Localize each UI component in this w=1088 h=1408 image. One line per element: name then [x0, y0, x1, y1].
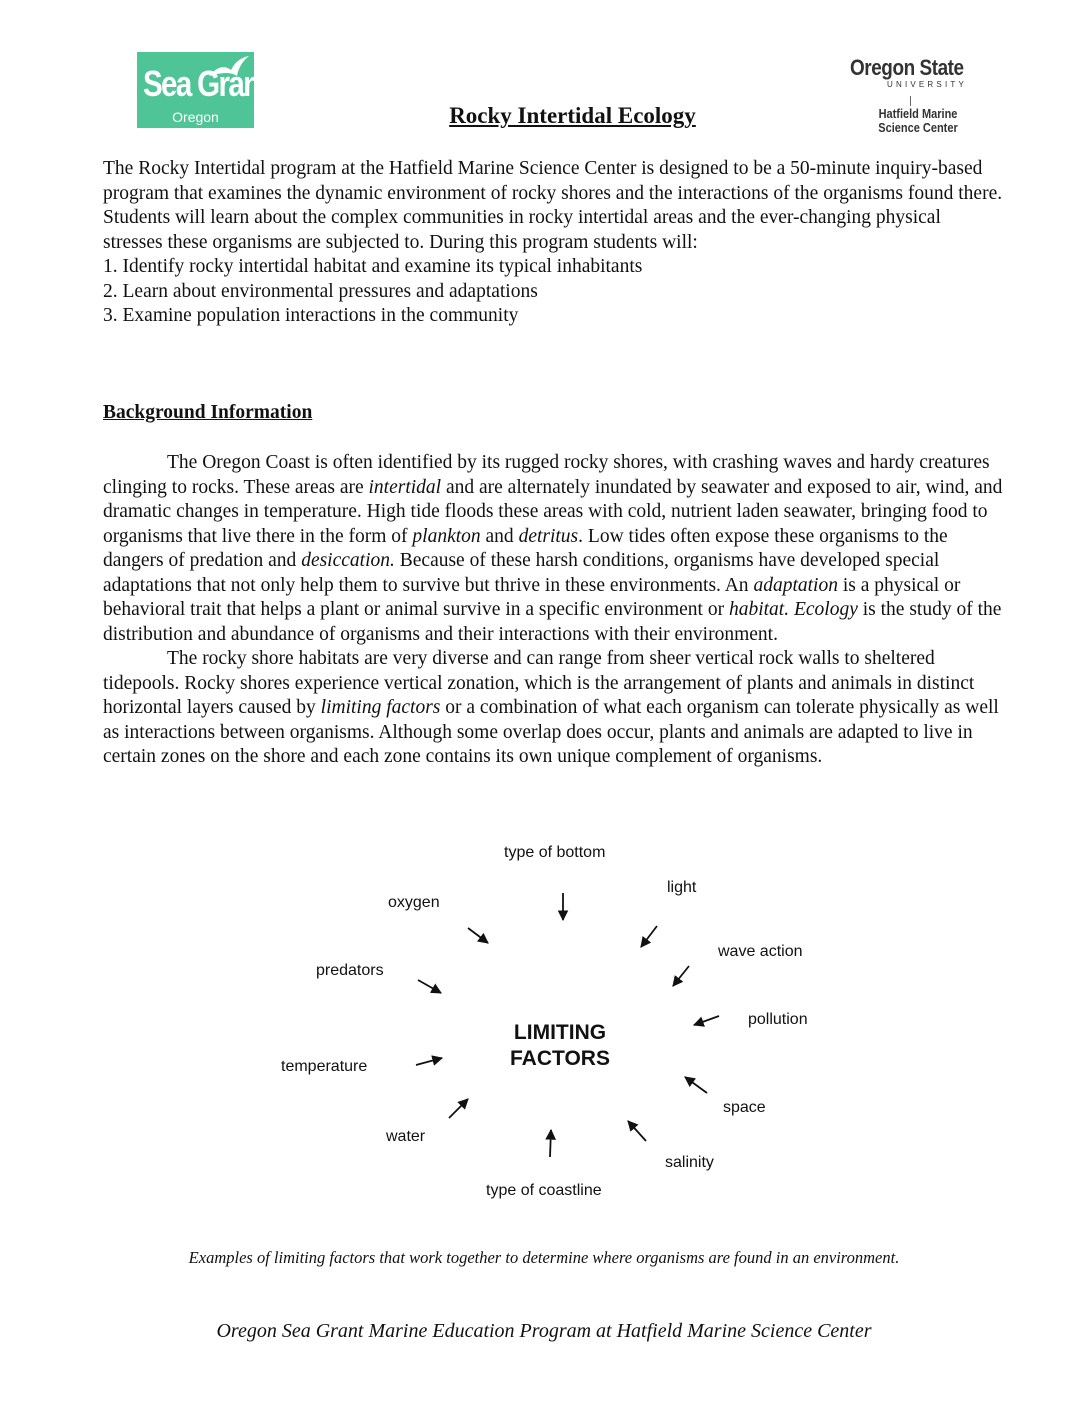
sea-grant-logo-text: Sea Grant: [143, 63, 268, 104]
diagram-center-label: [495, 1020, 625, 1072]
factor-oxygen: oxygen: [388, 894, 440, 911]
intro-paragraph: The Rocky Intertidal program at the Hatfield Marine Science Center is designed to be a 50-minute inquiry-based program that examines the dynamic environment of rocky shores and the interactions of the organisms found there. Students will learn about the complex communities in rocky intertidal areas and the ever-changing physical stresses these organisms are subjected to. During this program students will:: [103, 158, 1003, 253]
diagram-caption: Examples of limiting factors that work together to determine where organisms are found in an environment.: [188, 1248, 900, 1267]
osu-logo-name: Oregon State: [850, 55, 964, 80]
factor-light: light: [667, 879, 697, 896]
arrow-predators: [418, 980, 441, 993]
factor-type-of-coastline: type of coastline: [486, 1182, 602, 1199]
factor-temperature: temperature: [281, 1058, 368, 1075]
list-item: 3. Examine population interactions in the community: [103, 305, 519, 326]
background-heading: Background Information: [103, 402, 313, 423]
term-desiccation: desiccation.: [301, 550, 395, 571]
arrow-wave-action: [673, 966, 689, 986]
intro-section: [103, 157, 1003, 329]
factor-type-of-bottom: type of bottom: [504, 844, 606, 861]
arrow-water: [449, 1099, 468, 1118]
arrow-type-of-coastline: [550, 1130, 551, 1157]
arrow-oxygen: [468, 928, 488, 943]
page-footer: Oregon Sea Grant Marine Education Program at Hatfield Marine Science Center: [216, 1320, 872, 1342]
background-section: [103, 451, 1003, 770]
arrow-salinity: [628, 1121, 646, 1141]
diagram-center-line-1: LIMITING: [513, 1021, 607, 1044]
factor-predators: predators: [316, 962, 384, 979]
term-intertidal: intertidal: [368, 476, 442, 498]
osu-logo-university: UNIVERSITY: [886, 80, 967, 89]
list-item: 2. Learn about environmental pressures and adaptations: [103, 280, 538, 302]
term-plankton: plankton: [412, 525, 481, 547]
arrow-light: [641, 926, 657, 947]
arrow-space: [685, 1077, 707, 1093]
arrow-temperature: [416, 1058, 442, 1065]
term-habitat-ecology: habitat. Ecology: [728, 599, 858, 620]
osu-logo-center: Hatfield Marine Science Center: [878, 107, 958, 135]
factor-pollution: pollution: [748, 1011, 808, 1028]
term-limiting-factors: limiting factors: [320, 697, 441, 718]
objectives-list: [103, 255, 1003, 329]
arrow-pollution: [694, 1016, 719, 1025]
factor-space: space: [723, 1099, 766, 1116]
page-title: Rocky Intertidal Ecology: [449, 103, 696, 128]
osu-logo: [850, 55, 975, 135]
factor-salinity: salinity: [665, 1154, 714, 1171]
background-paragraph-1: The Oregon Coast is often identified by its rugged rocky shores, with crashing waves and hardy creatures clinging to rocks. These areas are intertidal and are alternately inundated by seawater and exposed to air, wind, and dramatic changes in temperature. High tide floods these areas with cold, nutrient laden seawater, bringing food to organisms that live there in the form of plankton and detritus. Low tides often expose these organisms to the dangers of predation and desiccation. Because of these harsh conditions, organisms have developed special adaptations that not only help them to survive but thrive in these environments. An adaptation is a physical or behavioral trait that helps a plant or animal survive in a specific environment or habitat. Ecology is the study of the distribution and abundance of organisms and their interactions with their environment.: [103, 452, 1003, 645]
term-adaptation: adaptation: [753, 574, 838, 596]
term-detritus: detritus: [518, 525, 579, 547]
factor-water: water: [386, 1128, 426, 1145]
diagram-center-line-2: FACTORS: [510, 1047, 610, 1070]
list-item: 1. Identify rocky intertidal habitat and examine its typical inhabitants: [103, 256, 643, 277]
sea-grant-logo-sub: Oregon: [172, 109, 219, 125]
factor-wave-action: wave action: [718, 943, 803, 960]
background-paragraph-2: The rocky shore habitats are very diverse and can range from sheer vertical rock walls to sheltered tidepools. Rocky shores experience vertical zonation, which is the arrangement of plants and animals in distinct horizontal layers caused by limiting factors or a combination of what each organism can tolerate physically as well as interactions between organisms. Although some overlap does occur, plants and animals are adapted to live in certain zones on the shore and each zone contains its own unique complement of organisms.: [103, 648, 999, 767]
